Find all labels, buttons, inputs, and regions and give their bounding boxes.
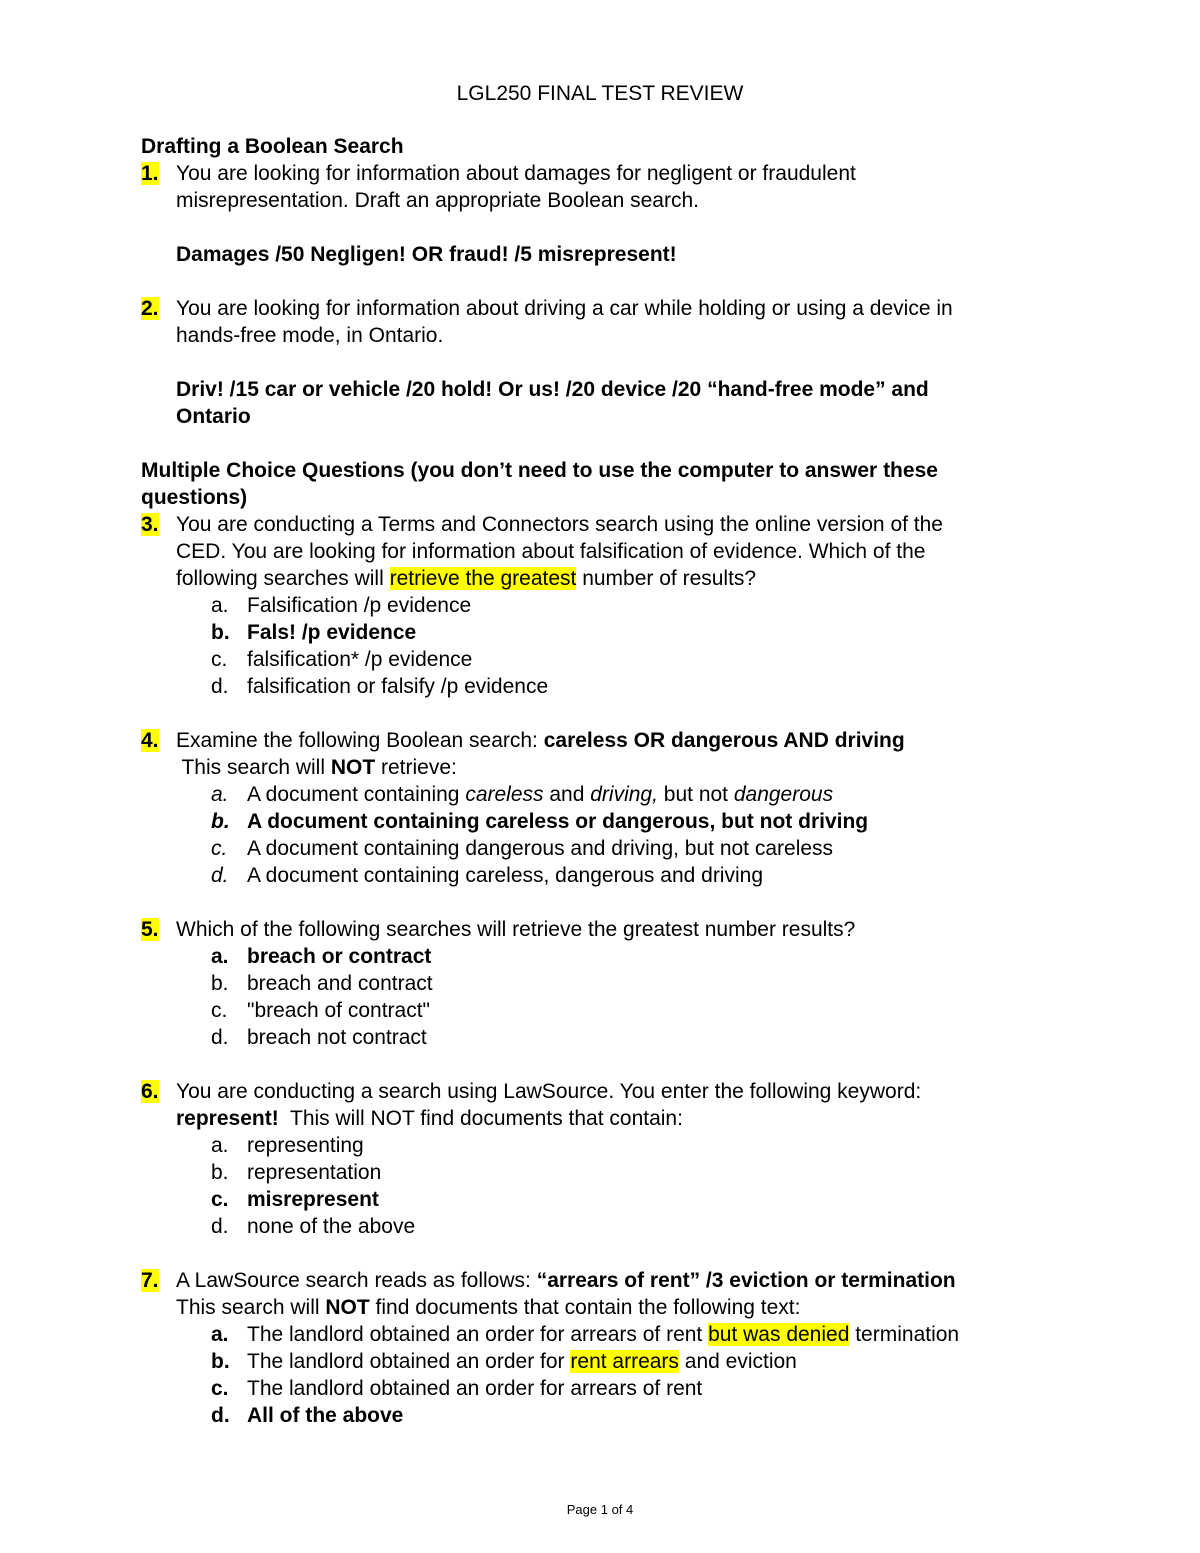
- option-c: c. "breach of contract": [211, 999, 431, 1022]
- question-number: 7.: [141, 1269, 159, 1292]
- question-number: 5.: [141, 918, 159, 941]
- document-title: LGL250 FINAL TEST REVIEW: [456, 82, 744, 105]
- answer-options: [141, 1321, 1081, 1429]
- option-d: d. none of the above: [211, 1215, 416, 1238]
- highlighted-text: but was denied: [708, 1323, 850, 1346]
- question-text: misrepresentation. Draft an appropriate Boolean search.: [176, 189, 699, 212]
- question-number: 3.: [141, 513, 159, 536]
- section-heading-multiple-choice: questions): [141, 486, 248, 509]
- question-text: CED. You are looking for information about falsification of evidence. Which of the: [176, 540, 926, 563]
- document-body: [141, 133, 1081, 1429]
- option-b-correct: b. A document containing careless or dangerous, but not driving: [211, 810, 869, 833]
- answer-options: [141, 592, 1081, 700]
- answer-options: [141, 943, 1081, 1051]
- answer-text: Ontario: [176, 405, 251, 428]
- question-number: 2.: [141, 297, 159, 320]
- option-c: c. The landlord obtained an order for arrears of rent: [211, 1377, 703, 1400]
- answer-text: Driv! /15 car or vehicle /20 hold! Or us! /20 device /20 “hand-free mode” and: [176, 378, 929, 401]
- option-d: d. A document containing careless, dangerous and driving: [211, 864, 763, 887]
- option-a: a. A document containing careless and driving, but not dangerous: [211, 783, 834, 806]
- highlighted-text: retrieve the greatest: [389, 567, 577, 590]
- option-c: c. falsification* /p evidence: [211, 648, 473, 671]
- option-b: b. representation: [211, 1161, 382, 1184]
- question-text: You are conducting a Terms and Connectors search using the online version of the: [176, 513, 943, 536]
- question-number: 4.: [141, 729, 159, 752]
- option-a-correct: a. breach or contract: [211, 945, 432, 968]
- question-text: Which of the following searches will retrieve the greatest number results?: [176, 918, 856, 941]
- question-3: [141, 511, 1081, 538]
- option-a: a. Falsification /p evidence: [211, 594, 472, 617]
- question-text: You are conducting a search using LawSource. You enter the following keyword:: [176, 1080, 922, 1103]
- option-b: b. breach and contract: [211, 972, 433, 995]
- answer-options: [141, 1132, 1081, 1240]
- question-5: [141, 916, 1081, 943]
- highlighted-text: rent arrears: [570, 1350, 679, 1373]
- question-2: [141, 295, 1081, 322]
- question-text: This search will NOT retrieve:: [176, 756, 457, 779]
- question-text: following searches will retrieve the greatest number of results?: [176, 567, 757, 590]
- question-text: represent! This will NOT find documents that contain:: [176, 1107, 683, 1130]
- option-d-correct: d. All of the above: [211, 1404, 404, 1427]
- section-heading-boolean: Drafting a Boolean Search: [141, 135, 404, 158]
- question-6: [141, 1078, 1081, 1105]
- section-heading-multiple-choice: Multiple Choice Questions (you don’t need to use the computer to answer these: [141, 459, 938, 482]
- option-b-correct: b. Fals! /p evidence: [211, 621, 417, 644]
- question-number: 6.: [141, 1080, 159, 1103]
- answer-options: [141, 781, 1081, 889]
- option-b: b. The landlord obtained an order for rent arrears and eviction: [211, 1350, 797, 1373]
- question-1: [141, 160, 1081, 187]
- question-7: 7. A LawSource search reads as follows: “arrears of rent” /3 eviction or termination: [141, 1269, 956, 1292]
- question-text: hands-free mode, in Ontario.: [176, 324, 444, 347]
- option-a: a. representing: [211, 1134, 364, 1157]
- option-a: a. The landlord obtained an order for arrears of rent but was denied termination: [211, 1323, 960, 1346]
- option-d: d. breach not contract: [211, 1026, 427, 1049]
- question-4: 4. Examine the following Boolean search: careless OR dangerous AND driving: [141, 729, 905, 752]
- question-number: 1.: [141, 162, 159, 185]
- question-text: You are looking for information about damages for negligent or fraudulent: [176, 162, 856, 185]
- answer-text: Damages /50 Negligen! OR fraud! /5 misrepresent!: [176, 243, 677, 266]
- option-d: d. falsification or falsify /p evidence: [211, 675, 549, 698]
- option-c: c. A document containing dangerous and driving, but not careless: [211, 837, 834, 860]
- question-text: You are looking for information about driving a car while holding or using a device in: [176, 297, 953, 320]
- question-text: This search will NOT find documents that contain the following text:: [176, 1296, 801, 1319]
- option-c-correct: c. misrepresent: [211, 1188, 379, 1211]
- page-number-footer: Page 1 of 4: [566, 1502, 634, 1517]
